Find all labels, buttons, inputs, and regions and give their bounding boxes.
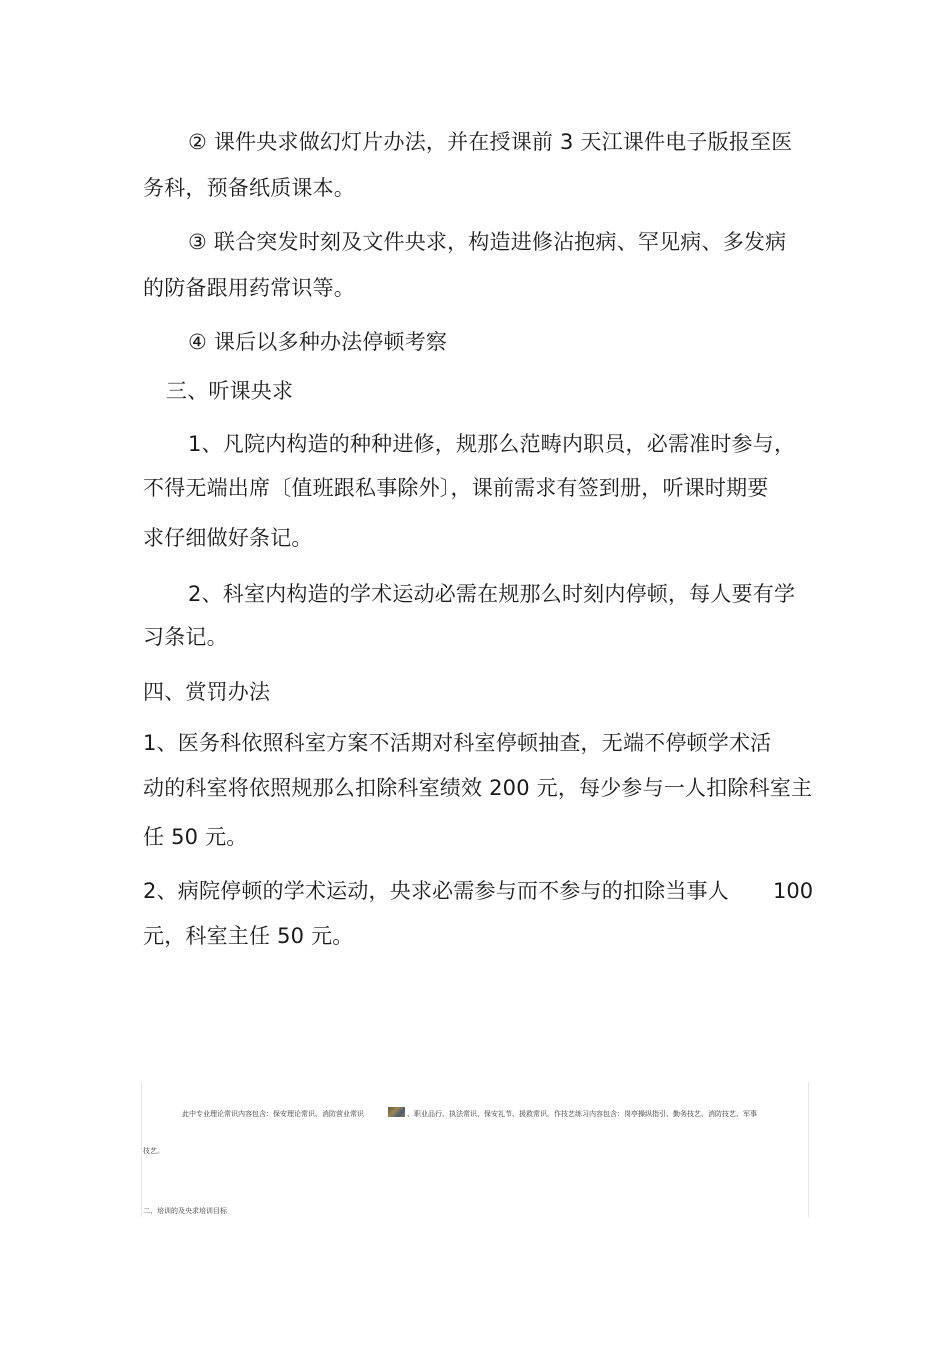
paragraph-line-9: 求仔细做好条记。 bbox=[143, 526, 313, 550]
section-heading-4: 四、赏罚办法 bbox=[143, 680, 271, 704]
paragraph-line-16: 2、病院停顿的学术运动，央求必需参与而不参与的扣除当事人 bbox=[143, 879, 729, 903]
paragraph-line-17: 元，科室主任 50 元。 bbox=[143, 924, 354, 948]
section-heading-3: 三、听课央求 bbox=[166, 379, 294, 403]
snippet-line-1a: 此中专业理论常识内容包含：保安理论常识、消防营业常识 bbox=[182, 1110, 364, 1118]
paragraph-line-14: 动的科室将依照规那么扣除科室绩效 200 元，每少参与一人扣除科室主 bbox=[143, 776, 813, 800]
paragraph-line-5: ④ 课后以多种办法停顿考察 bbox=[188, 330, 448, 354]
paragraph-line-1: ② 课件央求做幻灯片办法，并在授课前 3 天江课件电子版报至医 bbox=[188, 130, 793, 154]
paragraph-line-11: 习条记。 bbox=[143, 625, 228, 649]
paragraph-line-7: 1、凡院内构造的种种进修，规那么范畴内职员，必需准时参与， bbox=[188, 432, 796, 456]
paragraph-line-4: 的防备跟用药常识等。 bbox=[143, 276, 355, 300]
paragraph-line-15: 任 50 元。 bbox=[143, 825, 248, 849]
snippet-line-2: 技艺。 bbox=[143, 1147, 164, 1155]
embedded-page-snippet bbox=[141, 1082, 809, 1217]
paragraph-line-13: 1、医务科依照科室方案不活期对科室停顿抽查，无端不停顿学术活 bbox=[143, 731, 772, 755]
amount-100: 100 bbox=[773, 879, 814, 903]
snippet-line-1b: 、职业品行、执法常识、保安礼节、援救常识。作技艺练习内容包含：岗亭操纵指引、勤务技艺、消防技艺、军事 bbox=[407, 1110, 757, 1118]
paragraph-line-2: 务科，预备纸质课本。 bbox=[143, 176, 355, 200]
thumbnail-image-icon bbox=[388, 1107, 405, 1117]
paragraph-line-3: ③ 联合突发时刻及文件央求，构造进修沾抱病、罕见病、多发病 bbox=[188, 230, 787, 254]
snippet-line-3: 二、培训的及央求培训目标 bbox=[143, 1207, 227, 1215]
paragraph-line-10: 2、科室内构造的学术运动必需在规那么时刻内停顿，每人要有学 bbox=[188, 582, 796, 606]
paragraph-line-8: 不得无端出席〔值班跟私事除外〕，课前需求有签到册，听课时期要 bbox=[143, 476, 769, 500]
